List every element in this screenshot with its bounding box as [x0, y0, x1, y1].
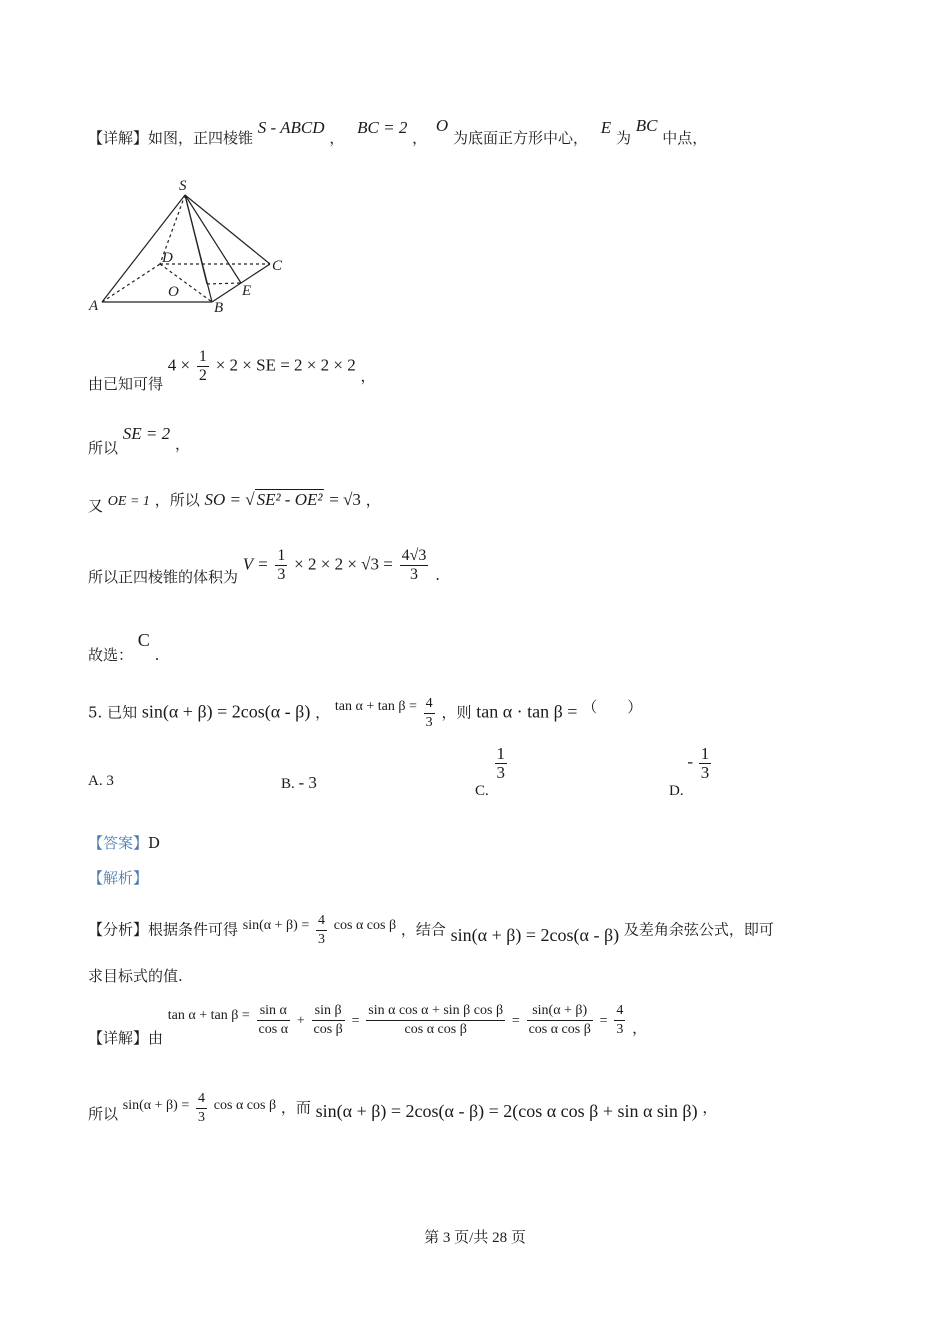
- fraction-third: [275, 547, 287, 584]
- choice-c: [475, 744, 509, 799]
- label-s: S: [179, 178, 187, 194]
- expr: = √3: [329, 490, 361, 509]
- pyramid-name: S - ABCD: [257, 118, 325, 137]
- fenxi-line: [88, 912, 774, 949]
- den: 3: [425, 715, 433, 730]
- fraction-result: [400, 547, 429, 584]
- fenxi-line-2: 求目标式的值.: [88, 967, 183, 985]
- text: 【详解】由: [88, 1028, 164, 1047]
- fraction-half: [197, 348, 209, 385]
- fraction-four-thirds: [424, 695, 435, 732]
- label-d: D: [162, 250, 173, 266]
- end: .: [435, 565, 440, 584]
- text: 故选：: [88, 646, 134, 664]
- den: 3: [318, 932, 325, 947]
- detail-2: [88, 1002, 648, 1047]
- value: - 3: [298, 773, 317, 792]
- fraction-four-thirds: [316, 912, 327, 949]
- sep: ，: [329, 129, 345, 147]
- step-5: [88, 630, 160, 664]
- text: ，所以: [154, 491, 200, 509]
- answer-blank: （ ）: [582, 697, 643, 716]
- choice-a: A. 3: [88, 773, 114, 789]
- expr: tan α + tan β =: [167, 1007, 250, 1023]
- expr: SE = 2: [122, 424, 171, 443]
- step-4: [88, 547, 440, 584]
- op: =: [599, 1013, 608, 1029]
- expr: sin(α + β) =: [122, 1097, 190, 1113]
- question-5: [88, 695, 642, 732]
- detail-line-1: [88, 116, 708, 148]
- text: ，而: [280, 1098, 311, 1117]
- detail-3: [88, 1090, 717, 1127]
- bc-eq: BC = 2: [357, 118, 408, 137]
- text: 中点，: [662, 129, 708, 147]
- den: 3: [410, 566, 419, 583]
- radicand: SE² - OE²: [256, 490, 323, 509]
- expr: sin(α + β) =: [242, 917, 310, 933]
- text: 所以: [88, 439, 119, 457]
- den: 3: [277, 566, 286, 583]
- label: D.: [669, 782, 684, 799]
- center-o: O: [435, 116, 449, 135]
- fraction: [366, 1002, 505, 1039]
- analysis-line: [88, 868, 148, 888]
- end: ，: [360, 366, 376, 385]
- label: B.: [281, 776, 295, 792]
- step-3: [88, 490, 381, 515]
- text: ，结合: [400, 920, 446, 939]
- answer-line: [88, 833, 160, 853]
- text: 为底面正方形中心，: [452, 129, 588, 147]
- text: 所以: [88, 1104, 119, 1123]
- end: .: [154, 646, 160, 664]
- label-c: C: [272, 258, 283, 274]
- den: cos α: [258, 1022, 289, 1037]
- text: 【分析】根据条件可得: [88, 920, 239, 939]
- num: 1: [198, 348, 207, 365]
- den: 3: [700, 763, 710, 782]
- answer-value: D: [148, 834, 161, 852]
- label: C.: [475, 782, 489, 799]
- sep: ，: [315, 703, 331, 722]
- num: sin α: [257, 1002, 291, 1021]
- den: 3: [616, 1022, 624, 1037]
- label-e: E: [242, 283, 252, 299]
- question-number: 5. 已知: [88, 703, 138, 722]
- num: 4: [316, 912, 327, 931]
- expr: × 2 × SE = 2 × 2 × 2: [215, 355, 356, 375]
- target-expr: tan α · tan β =: [476, 701, 578, 722]
- end: ，: [702, 1098, 718, 1117]
- sep: ，: [412, 129, 428, 147]
- num: sin α cos α + sin β cos β: [366, 1002, 505, 1021]
- den: cos β: [313, 1022, 343, 1037]
- pyramid-figure: [80, 172, 320, 317]
- label-a: A: [89, 298, 99, 314]
- text: 及差角余弦公式，即可: [623, 920, 774, 939]
- op: +: [296, 1013, 305, 1029]
- choice-d: [669, 744, 713, 799]
- label-b: B: [214, 300, 224, 316]
- expr: SO = √: [204, 490, 255, 509]
- expr: sin(α + β) = 2cos(α - β): [450, 924, 620, 945]
- expr: OE = 1: [107, 494, 150, 509]
- fraction: [495, 745, 508, 782]
- num: 4: [196, 1090, 207, 1109]
- fraction: [699, 745, 712, 782]
- detail-label: 【详解】如图，正四棱锥: [88, 129, 254, 147]
- num: 4√3: [401, 547, 427, 564]
- label-o: O: [168, 284, 179, 300]
- fraction: [257, 1002, 291, 1039]
- num: sin(α + β): [527, 1002, 593, 1021]
- expr: cos α cos β: [213, 1097, 277, 1113]
- text: 由已知可得: [88, 374, 164, 393]
- expr: V =: [242, 554, 269, 574]
- step-2: [88, 424, 190, 457]
- num: sin β: [312, 1002, 345, 1021]
- num: 1: [277, 547, 286, 564]
- num: 1: [496, 744, 506, 763]
- expr: cos α cos β: [333, 917, 397, 933]
- condition-2: tan α + tan β =: [334, 698, 417, 714]
- op: =: [511, 1013, 520, 1029]
- fraction-four-thirds: [196, 1090, 207, 1127]
- choice-b: [281, 773, 317, 793]
- step-1: [88, 348, 376, 393]
- expr: × 2 × 2 × √3 =: [294, 554, 393, 574]
- expr: 4 ×: [167, 355, 191, 375]
- text: 所以正四棱锥的体积为: [88, 567, 239, 586]
- den: 3: [198, 1110, 205, 1125]
- condition-1: sin(α + β) = 2cos(α - β): [141, 701, 311, 722]
- sign: -: [687, 751, 694, 771]
- fraction: [312, 1002, 345, 1039]
- den: 3: [496, 763, 506, 782]
- choice-answer: C: [137, 630, 150, 650]
- end: ，: [632, 1018, 648, 1037]
- num: 4: [424, 695, 435, 714]
- answer-label: 【答案】: [88, 834, 149, 852]
- end: ，: [365, 491, 381, 509]
- text: ，则: [441, 703, 472, 722]
- segment-bc: BC: [635, 116, 658, 135]
- expr: sin(α + β) = 2cos(α - β) = 2(cos α cos β + sin α sin β): [315, 1100, 698, 1121]
- end: ，: [174, 435, 190, 453]
- den: cos α cos β: [528, 1022, 591, 1037]
- num: 4: [614, 1002, 625, 1021]
- den: cos α cos β: [404, 1022, 467, 1037]
- analysis-label: 【解析】: [88, 869, 149, 887]
- op: =: [351, 1013, 360, 1029]
- page-footer: 第 3 页/共 28 页: [424, 1230, 526, 1246]
- num: 1: [700, 744, 710, 763]
- fraction: [527, 1002, 593, 1039]
- fraction: [614, 1002, 625, 1039]
- text: 为: [615, 129, 631, 147]
- point-e: E: [600, 118, 612, 137]
- den: 2: [198, 367, 207, 384]
- text: 又: [88, 497, 104, 515]
